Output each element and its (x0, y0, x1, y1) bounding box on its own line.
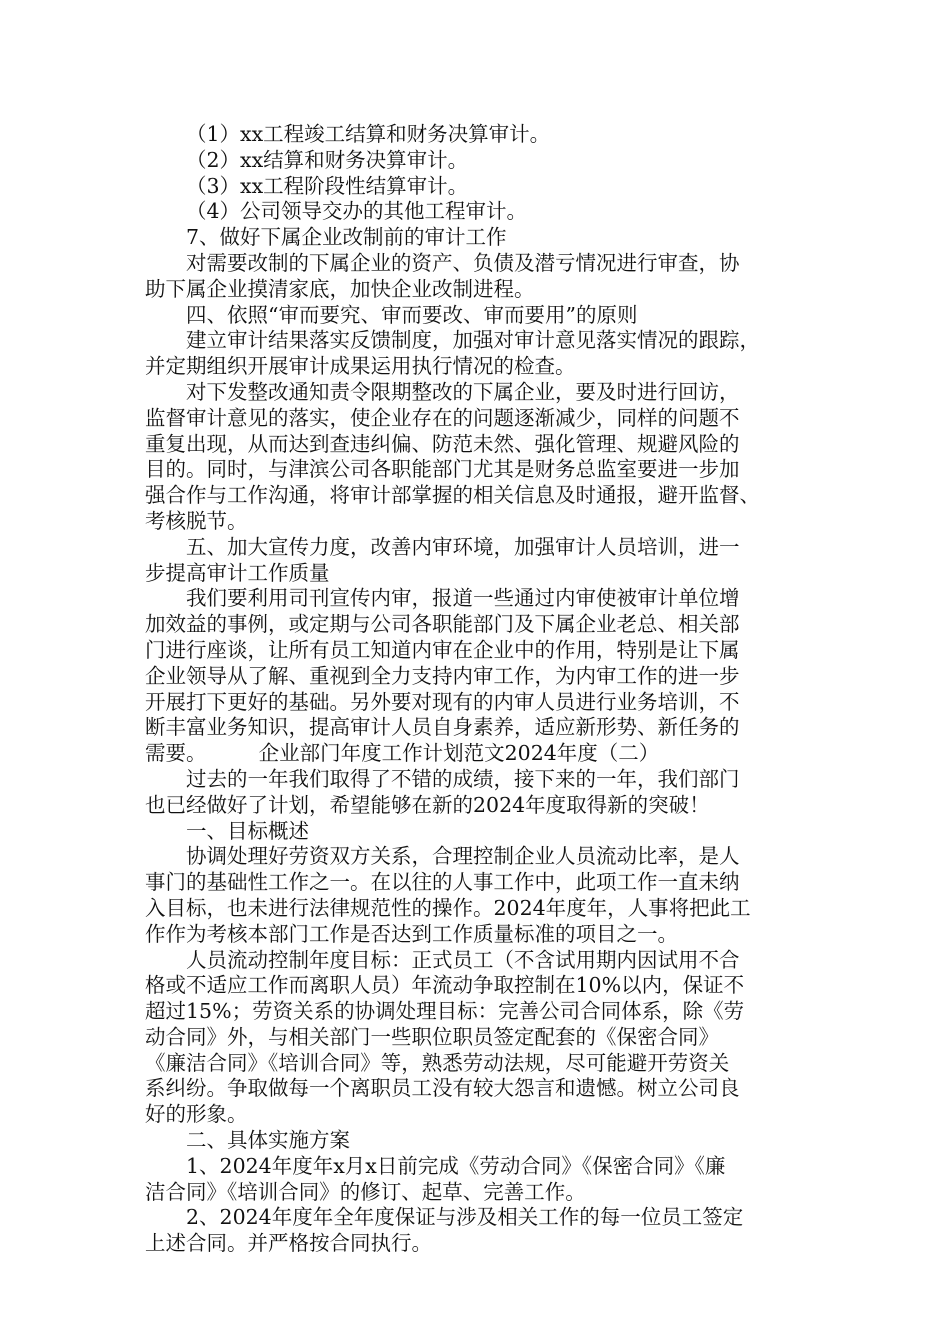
paragraph-line: 门进行座谈，让所有员工知道内审在企业中的作用，特别是让下属 (145, 637, 740, 662)
list-item-3: （3）xx工程阶段性结算审计。 (186, 173, 469, 198)
paragraph-line: 超过15%；劳资关系的协调处理目标：完善公司合同体系，除《劳 (145, 999, 745, 1024)
paragraph-line: 对下发整改通知责令限期整改的下属企业，要及时进行回访， (186, 379, 740, 404)
paragraph-line: 断丰富业务知识，提高审计人员自身素养，适应新形势、新任务的 (145, 715, 740, 740)
section-heading-4: 四、依照“审而要究、审而要改、审而要用”的原则 (186, 302, 638, 327)
paragraph-line: 《廉洁合同》《培训合同》等，熟悉劳动法规，尽可能避开劳资关 (145, 1050, 730, 1075)
paragraph-line: 作作为考核本部门工作是否达到工作质量标准的项目之一。 (145, 921, 678, 946)
paragraph-line: 建立审计结果落实反馈制度，加强对审计意见落实情况的跟踪， (186, 328, 760, 353)
paragraph-line: 我们要利用司刊宣传内审，报道一些通过内审使被审计单位增 (186, 586, 740, 611)
paragraph-line: 开展打下更好的基础。另外要对现有的内审人员进行业务培训，不 (145, 689, 740, 714)
paragraph-line: 人员流动控制年度目标：正式员工（不含试用期内因试用不合 (186, 947, 740, 972)
paragraph-line: 目的。同时，与津滨公司各职能部门尤其是财务总监室要进一步加 (145, 457, 740, 482)
paragraph-line: 入目标，也未进行法律规范性的操作。2024年度年，人事将把此工 (145, 895, 751, 920)
section-heading-1: 一、目标概述 (186, 818, 309, 843)
paragraph-line: 加效益的事例，或定期与公司各职能部门及下属企业老总、相关部 (145, 612, 740, 637)
document-body (145, 122, 810, 1257)
paragraph-line: 洁合同》《培训合同》的修订、起草、完善工作。 (145, 1179, 586, 1204)
section-heading-5-cont: 步提高审计工作质量 (145, 560, 330, 585)
paragraph-line: 对需要改制的下属企业的资产、负债及潜亏情况进行审查，协 (186, 250, 740, 275)
paragraph-line: 1、2024年度年x月x日前完成《劳动合同》《保密合同》《廉 (186, 1153, 726, 1178)
paragraph-line: 事门的基础性工作之一。在以往的人事工作中，此项工作一直未纳 (145, 870, 740, 895)
paragraph-line: 考核脱节。 (145, 508, 248, 533)
paragraph-line: 动合同》外，与相关部门一些职位职员签定配套的《保密合同》 (145, 1024, 719, 1049)
paragraph-line: 好的形象。 (145, 1102, 248, 1127)
paragraph-line: 重复出现，从而达到查违纠偏、防范未然、强化管理、规避风险的 (145, 431, 740, 456)
section-heading-7: 7、做好下属企业改制前的审计工作 (186, 225, 507, 250)
paragraph-line: 过去的一年我们取得了不错的成绩，接下来的一年，我们部门 (186, 766, 740, 791)
paragraph-line: 上述合同。并严格按合同执行。 (145, 1231, 432, 1256)
paragraph-line: 2、2024年度年全年度保证与涉及相关工作的每一位员工签定 (186, 1205, 744, 1230)
paragraph-line: 企业领导从了解、重视到全力支持内审工作，为内审工作的进一步 (145, 663, 740, 688)
paragraph-line: 助下属企业摸清家底，加快企业改制进程。 (145, 276, 535, 301)
paragraph-line: 系纠纷。争取做每一个离职员工没有较大怨言和遗憾。树立公司良 (145, 1076, 740, 1101)
paragraph-line: 监督审计意见的落实，使企业存在的问题逐渐减少，同样的问题不 (145, 405, 740, 430)
paragraph-line: 也已经做好了计划，希望能够在新的2024年度取得新的突破！ (145, 792, 710, 817)
section-heading-2: 二、具体实施方案 (186, 1128, 350, 1153)
paragraph-line: 强合作与工作沟通，将审计部掌握的相关信息及时通报，避开监督、 (145, 483, 760, 508)
section-heading-5: 五、加大宣传力度，改善内审环境，加强审计人员培训，进一 (186, 534, 740, 559)
list-item-4: （4）公司领导交办的其他工程审计。 (186, 199, 528, 224)
list-item-2: （2）xx结算和财务决算审计。 (186, 147, 469, 172)
paragraph-line: 协调处理好劳资双方关系，合理控制企业人员流动比率，是人 (186, 844, 740, 869)
list-item-1: （1）xx工程竣工结算和财务决算审计。 (186, 122, 551, 146)
paragraph-line: 格或不适应工作而离职人员）年流动争取控制在10%以内，保证不 (145, 973, 745, 998)
paragraph-line: 并定期组织开展审计成果运用执行情况的检查。 (145, 354, 576, 379)
paragraph-line-with-title: 需要。 企业部门年度工作计划范文2024年度（二） (145, 741, 660, 766)
